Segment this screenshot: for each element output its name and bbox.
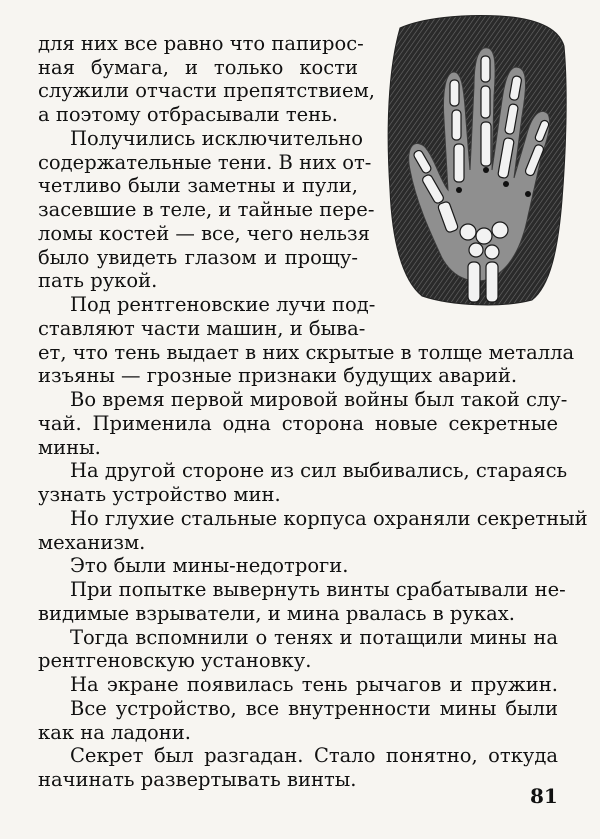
text-line: мины. bbox=[38, 435, 101, 459]
text-line: видимые взрыватели, и мина рвалась в руках. bbox=[38, 601, 515, 625]
text-line: начинать развертывать винты. bbox=[38, 768, 357, 791]
paragraph-start: Но глухие стальные корпуса охраняли секретный bbox=[70, 506, 588, 530]
page-number: 81 bbox=[530, 784, 558, 808]
text-line: засевшие в теле, и тайные пере- bbox=[38, 198, 375, 222]
text-line: узнать устройство мин. bbox=[38, 483, 281, 507]
text-line: было увидеть глазом и прощу- bbox=[38, 245, 358, 269]
text-line: служили отчасти препятствием, bbox=[38, 79, 375, 103]
paragraph-start: На экране появилась тень рычагов и пружин. bbox=[70, 673, 558, 697]
text-line: ет, что тень выдает в них скрытые в толще металла bbox=[38, 340, 575, 364]
paragraph-start: Это были мины-недотроги. bbox=[70, 554, 349, 578]
paragraph-start: При попытке вывернуть винты срабатывали не- bbox=[70, 578, 566, 602]
text-line: содержательные тени. В них от- bbox=[38, 150, 372, 174]
text-line: для них все равно что папирос- bbox=[38, 32, 364, 55]
paragraph-start: Секрет был разгадан. Стало понятно, откуда bbox=[70, 744, 558, 768]
xray-hand-illustration bbox=[382, 10, 570, 308]
paragraph-start: Во время первой мировой войны был такой слу- bbox=[70, 388, 568, 412]
text-line: четливо были заметны и пули, bbox=[38, 174, 358, 198]
paragraph-start: Получились исключительно bbox=[70, 126, 364, 150]
text-line: механизм. bbox=[38, 530, 146, 554]
text-line: рентгеновскую установку. bbox=[38, 649, 312, 673]
paragraph-start: Тогда вспомнили о тенях и потащили мины на bbox=[70, 625, 558, 649]
text-line: пать рукой. bbox=[38, 269, 158, 293]
text-line: ставляют части машин, и быва- bbox=[38, 316, 366, 340]
paragraph-start: Под рентгеновские лучи под- bbox=[70, 293, 376, 317]
text-line: как на ладони. bbox=[38, 720, 191, 744]
text-line: чай. Применила одна сторона новые секретные bbox=[38, 411, 558, 435]
text-line: изъяны — грозные признаки будущих аварий. bbox=[38, 364, 518, 388]
text-line: ломы костей — все, чего нельзя bbox=[38, 221, 370, 245]
text-line: а поэтому отбрасывали тень. bbox=[38, 103, 338, 127]
text-line: ная бумага, и только кости bbox=[38, 55, 358, 79]
paragraph-start: Все устройство, все внутренности мины были bbox=[70, 696, 558, 720]
paragraph-start: На другой стороне из сил выбивались, стараясь bbox=[70, 459, 568, 483]
